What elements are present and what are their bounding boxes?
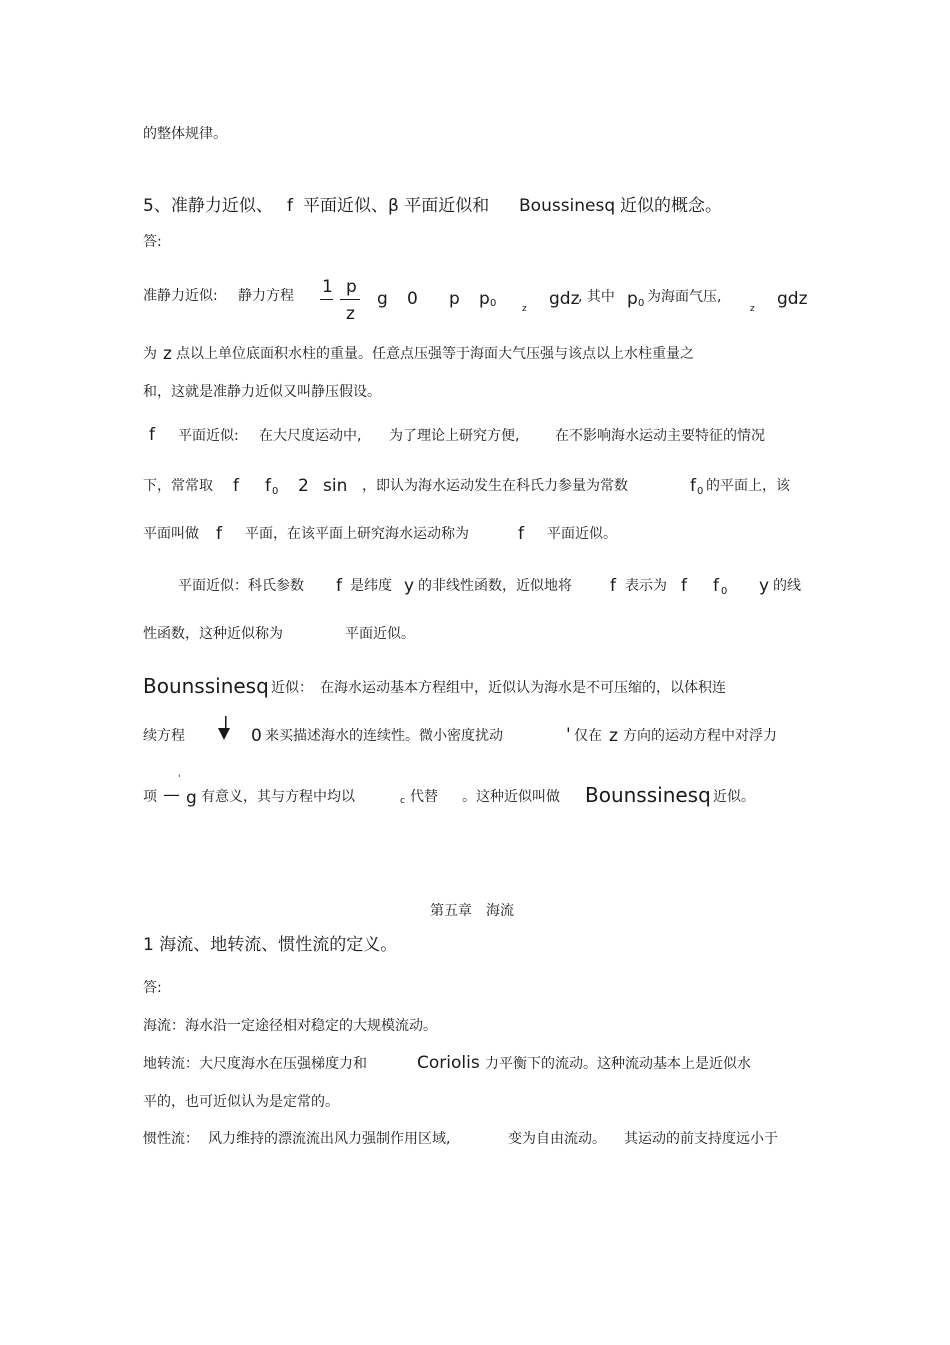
formula-sub: z bbox=[522, 304, 527, 314]
text: 代替 bbox=[410, 789, 438, 805]
formula-num: p bbox=[346, 277, 357, 297]
text: 点以上单位底面积水柱的重量。任意点压强等于海面大气压强与该点以上水柱重量之 bbox=[176, 346, 694, 362]
term-label: 平面近似: bbox=[178, 428, 239, 444]
text: 的非线性函数，近似地将 bbox=[418, 578, 572, 594]
formula-sub: z bbox=[750, 304, 755, 314]
formula-sub: 0 bbox=[721, 586, 728, 597]
text: 表示为 bbox=[625, 578, 667, 594]
symbol-f: f bbox=[149, 425, 155, 445]
formula: gdz bbox=[777, 289, 808, 309]
nabla-dot-icon bbox=[216, 716, 232, 744]
question-heading: 平面近似、β 平面近似和 bbox=[303, 196, 490, 216]
text: 和，这就是准静力近似又叫静压假设。 bbox=[143, 384, 381, 400]
formula: sin bbox=[323, 476, 348, 496]
formula: f bbox=[336, 576, 342, 596]
symbol-z: z bbox=[163, 344, 172, 364]
text: 的线 bbox=[773, 578, 801, 594]
fraction-bar bbox=[340, 299, 360, 300]
formula: g bbox=[377, 289, 388, 309]
formula: f bbox=[610, 576, 616, 596]
formula: p bbox=[479, 289, 490, 309]
text: 平面叫做 bbox=[143, 526, 199, 542]
text: 为了理论上研究方便, bbox=[389, 428, 520, 444]
formula-sub: 0 bbox=[272, 486, 279, 497]
symbol-f: f bbox=[287, 196, 293, 216]
term-boussinesq: Bounssinesq bbox=[585, 783, 711, 807]
text: 是纬度 bbox=[350, 578, 392, 594]
chapter-title: 第五章 海流 bbox=[430, 903, 514, 919]
term-coriolis: Coriolis bbox=[417, 1053, 480, 1073]
text: 为 bbox=[143, 346, 157, 362]
definition: 风力维持的漂流流出风力强制作用区域, bbox=[208, 1131, 451, 1147]
text: 近似。 bbox=[713, 789, 755, 805]
question-heading: 近似的概念。 bbox=[620, 196, 722, 216]
text: 下，常常取 bbox=[143, 478, 213, 494]
formula-sub: 0 bbox=[490, 298, 497, 309]
formula-sub: 0 bbox=[638, 298, 645, 309]
term-boussinesq: Boussinesq bbox=[519, 196, 616, 216]
text: 在不影响海水运动主要特征的情况 bbox=[555, 428, 765, 444]
definition: 平的，也可近似认为是定常的。 bbox=[143, 1094, 339, 1110]
answer-label: 答: bbox=[143, 234, 162, 250]
formula-num: 1 bbox=[322, 277, 333, 297]
formula: gdz bbox=[549, 289, 580, 309]
text: 。这种近似叫做 bbox=[462, 789, 560, 805]
formula: p bbox=[449, 289, 460, 309]
text: , 其中 bbox=[578, 289, 615, 305]
definition: 力平衡下的流动。这种流动基本上是近似水 bbox=[485, 1056, 751, 1072]
formula-sub: 0 bbox=[697, 486, 704, 497]
formula: g bbox=[186, 788, 197, 808]
text: 静力方程 bbox=[238, 288, 294, 304]
formula: f bbox=[690, 476, 696, 496]
text-line: 的整体规律。 bbox=[143, 126, 227, 142]
question-heading: 1 海流、地转流、惯性流的定义。 bbox=[143, 935, 398, 955]
text: 仅在 bbox=[574, 728, 602, 744]
text: 平面近似。 bbox=[547, 526, 617, 542]
text: 项 bbox=[143, 789, 157, 805]
question-heading: 5、准静力近似、 bbox=[143, 196, 273, 216]
formula: f bbox=[518, 524, 524, 544]
formula: 2 bbox=[298, 476, 309, 496]
formula: f bbox=[265, 476, 271, 496]
formula: y bbox=[404, 576, 415, 596]
definition: 惯性流： bbox=[143, 1131, 199, 1147]
formula: f bbox=[713, 576, 719, 596]
text: 续方程 bbox=[143, 728, 185, 744]
text: 的平面上，该 bbox=[706, 478, 790, 494]
text: 平面，在该平面上研究海水运动称为 bbox=[245, 526, 469, 542]
formula: f bbox=[233, 476, 239, 496]
definition: 地转流：大尺度海水在压强梯度力和 bbox=[143, 1056, 367, 1072]
term-label: 近似： bbox=[271, 680, 313, 696]
formula-sub: c bbox=[400, 796, 405, 806]
text: 平面近似：科氏参数 bbox=[178, 578, 304, 594]
term-label: 准静力近似: bbox=[143, 288, 218, 304]
formula: f bbox=[216, 524, 222, 544]
answer-label: 答: bbox=[143, 980, 162, 996]
formula: p bbox=[627, 289, 638, 309]
text: 性函数，这种近似称为 bbox=[143, 626, 283, 642]
definition: 海流：海水沿一定途径相对稳定的大规模流动。 bbox=[143, 1018, 437, 1034]
definition: 变为自由流动。 bbox=[508, 1131, 606, 1147]
formula: ' bbox=[566, 725, 571, 745]
formula: — bbox=[163, 785, 180, 805]
text: 在大尺度运动中, bbox=[259, 428, 362, 444]
fraction-bar bbox=[320, 299, 333, 300]
text: 来买描述海水的连续性。微小密度扰动 bbox=[265, 728, 503, 744]
formula: y bbox=[759, 576, 770, 596]
text: 为海面气压, bbox=[647, 289, 722, 305]
definition: 其运动的前支持度远小于 bbox=[624, 1131, 778, 1147]
formula: z bbox=[609, 726, 618, 746]
formula: 0 bbox=[251, 726, 262, 746]
text: 在海水运动基本方程组中，近似认为海水是不可压缩的，以体积连 bbox=[320, 680, 726, 696]
text: 有意义，其与方程中均以 bbox=[201, 789, 355, 805]
text: 方向的运动方程中对浮力 bbox=[623, 728, 777, 744]
term-boussinesq: Bounssinesq bbox=[143, 674, 269, 698]
formula: ' bbox=[178, 774, 181, 784]
text: 平面近似。 bbox=[345, 626, 415, 642]
formula: f bbox=[681, 576, 687, 596]
formula: 0 bbox=[407, 289, 418, 309]
text: ，即认为海水运动发生在科氏力参量为常数 bbox=[362, 478, 628, 494]
formula-den: z bbox=[346, 304, 355, 324]
